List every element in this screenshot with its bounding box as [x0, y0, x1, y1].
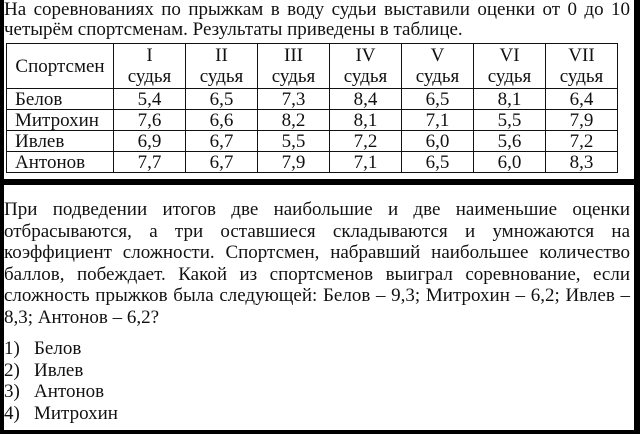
table-header-row [7, 44, 618, 89]
score-cell: 6,5 [186, 89, 258, 110]
table-row [7, 89, 618, 110]
score-cell: 7,3 [258, 89, 330, 110]
judge-column-header: III судья [258, 44, 330, 89]
score-cell: 6,9 [114, 131, 186, 152]
score-cell: 6,4 [546, 89, 618, 110]
athlete-name: Митрохин [7, 110, 114, 131]
score-cell: 6,0 [474, 152, 546, 173]
athlete-name: Белов [7, 89, 114, 110]
athlete-column-header: Спортсмен [7, 44, 114, 89]
table-row [7, 110, 618, 131]
option-number: 4) [4, 402, 20, 424]
judge-column-header: II судья [186, 44, 258, 89]
judge-column-header: IV судья [330, 44, 402, 89]
option-label: Белов [34, 338, 82, 359]
option-number: 2) [4, 359, 20, 381]
athlete-name: Антонов [7, 152, 114, 173]
scores-table [6, 43, 618, 173]
score-cell: 6,5 [402, 152, 474, 173]
score-cell: 7,9 [258, 152, 330, 173]
option-label: Митрохин [34, 402, 118, 424]
score-cell: 8,1 [474, 89, 546, 110]
score-cell: 5,6 [474, 131, 546, 152]
option-number: 1) [4, 338, 20, 359]
judge-column-header: VII судья [546, 44, 618, 89]
answer-options [4, 338, 118, 424]
answer-option[interactable] [4, 338, 118, 360]
question-text: При подведении итогов две наибольшие и две наименьшие оценки отбрасываются, а три оставшиеся складываются и умножаются на коэффициент сложности. Спортсмен, набравший наибольшее количество баллов, побеждает. Какой из спортсменов выиграл соревнование, если сложность прыжков была следующей: Белов – 9,3; Митрохин – 6,2; Ивлев – 8,3; Антонов – 6,2? [4, 199, 630, 328]
score-cell: 7,6 [114, 110, 186, 131]
judge-column-header: VI судья [474, 44, 546, 89]
score-cell: 5,5 [474, 110, 546, 131]
score-cell: 6,0 [402, 131, 474, 152]
intro-text: На соревнованиях по прыжкам в воду судьи выставили оценки от 0 до 10 четырём спортсменам. Результаты приведены в таблице. [4, 0, 630, 40]
score-cell: 6,6 [186, 110, 258, 131]
score-cell: 6,7 [186, 152, 258, 173]
table-row [7, 152, 618, 173]
table-row [7, 131, 618, 152]
score-cell: 8,4 [330, 89, 402, 110]
judge-column-header: V судья [402, 44, 474, 89]
score-cell: 7,7 [114, 152, 186, 173]
option-label: Антонов [34, 381, 105, 402]
score-cell: 7,1 [330, 152, 402, 173]
task-page [4, 0, 634, 430]
answer-option[interactable] [4, 381, 118, 403]
score-cell: 8,2 [258, 110, 330, 131]
score-cell: 7,2 [330, 131, 402, 152]
athlete-name: Ивлев [7, 131, 114, 152]
score-cell: 8,1 [330, 110, 402, 131]
score-cell: 7,2 [546, 131, 618, 152]
score-cell: 8,3 [546, 152, 618, 173]
answer-option[interactable] [4, 403, 118, 425]
score-cell: 5,4 [114, 89, 186, 110]
score-cell: 6,5 [402, 89, 474, 110]
option-number: 3) [4, 381, 20, 402]
option-label: Ивлев [34, 359, 84, 381]
judge-column-header: I судья [114, 44, 186, 89]
score-cell: 5,5 [258, 131, 330, 152]
answer-option[interactable] [4, 360, 118, 382]
score-cell: 6,7 [186, 131, 258, 152]
section-divider [4, 179, 634, 185]
score-cell: 7,9 [546, 110, 618, 131]
score-cell: 7,1 [402, 110, 474, 131]
